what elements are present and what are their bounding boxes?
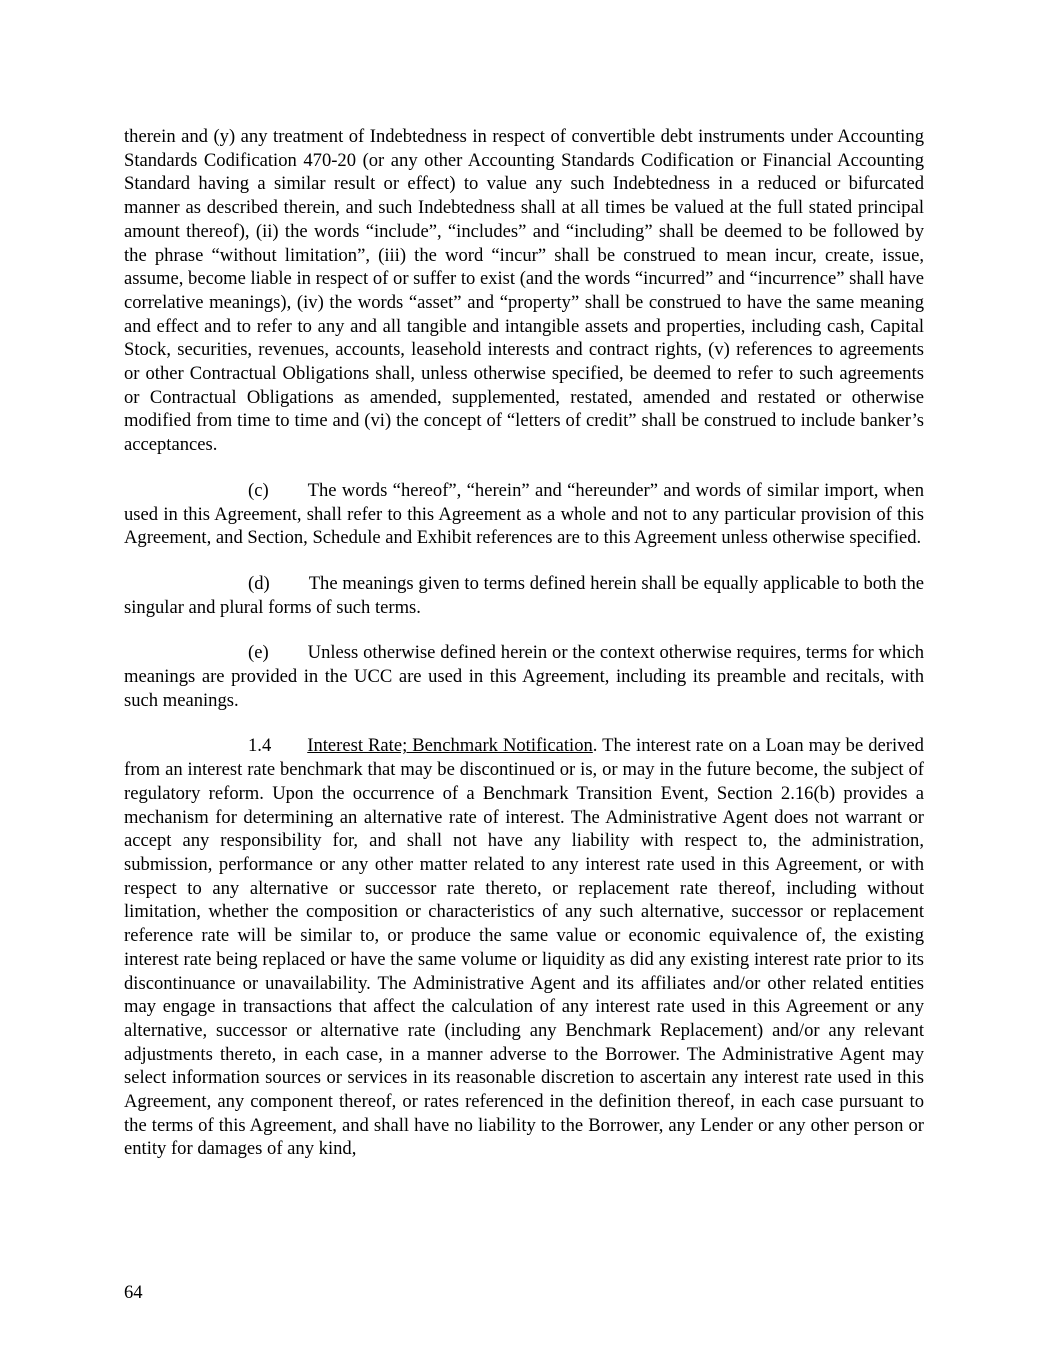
paragraph-c	[124, 479, 924, 550]
section-title: Interest Rate; Benchmark Notification	[307, 735, 593, 757]
paragraph-continuation: therein and (y) any treatment of Indebtedness in respect of convertible debt instruments under Accounting Standards Codification 470-20 (or any other Accounting Standards Codification or Financial Accounting Standard having a similar result or effect) to value any such Indebtedness in a reduced or bifurcated manner as described therein, and such Indebtedness shall at all times be valued at the full stated principal amount thereof), (ii) the words “include”, “includes” and “including” shall be deemed to be followed by the phrase “without limitation”, (iii) the word “incur” shall be construed to mean incur, create, issue, assume, become liable in respect of or suffer to exist (and the words “incurred” and “incurrence” shall have correlative meanings), (iv) the words “asset” and “property” shall be construed to have the same meaning and effect and to refer to any and all tangible and intangible assets and properties, including cash, Capital Stock, securities, revenues, accounts, leasehold interests and contract rights, (v) references to agreements or other Contractual Obligations shall, unless otherwise specified, be deemed to refer to such agreements or Contractual Obligations as amended, supplemented, restated, amended and restated or otherwise modified from time to time and (vi) the concept of “letters of credit” shall be construed to include banker’s acceptances.	[124, 126, 924, 456]
paragraph-e	[124, 641, 924, 712]
paragraph-d	[124, 572, 924, 619]
section-title-period: .	[592, 735, 598, 757]
paragraph-d-label: (d)	[248, 572, 270, 594]
section-number: 1.4	[248, 735, 272, 757]
paragraph-d-text: The meanings given to terms defined herein shall be equally applicable to both the singular and plural forms of such terms.	[124, 572, 924, 618]
paragraph-c-text: The words “hereof”, “herein” and “hereunder” and words of similar import, when used in this Agreement, shall refer to this Agreement as a whole and not to any particular provision of this Agreement, and Section, Schedule and Exhibit references are to this Agreement unless otherwise specified.	[124, 479, 924, 549]
section-text: The interest rate on a Loan may be derived from an interest rate benchmark that may be discontinued or is, or may in the future become, the subject of regulatory reform. Upon the occurrence of a Benchmark Transition Event, Section 2.16(b) provides a mechanism for determining an alternative rate of interest. The Administrative Agent does not warrant or accept any responsibility for, and shall not have any liability with respect to, the administration, submission, performance or any other matter related to any interest rate used in this Agreement, or with respect to any alternative or successor rate thereto, or replacement rate thereof, including without limitation, whether the composition or characteristics of any such alternative, successor or replacement reference rate will be similar to, or produce the same value or economic equivalence of, the existing interest rate being replaced or have the same volume or liquidity as did any existing interest rate prior to its discontinuance or unavailability. The Administrative Agent and its affiliates and/or other related entities may engage in transactions that affect the calculation of any interest rate used in this Agreement or any alternative, successor or alternative rate (including any Benchmark Replacement) and/or any relevant adjustments thereto, in each case, in a manner adverse to the Borrower. The Administrative Agent may select information sources or services in its reasonable discretion to ascertain any interest rate used in this Agreement, any component thereof, or rates referenced in the definition thereof, in each case pursuant to the terms of this Agreement, and shall have no liability to the Borrower, any Lender or any other person or entity for damages of any kind,	[124, 735, 924, 1160]
page-number: 64	[124, 1282, 143, 1303]
section-1-4	[124, 734, 924, 1161]
paragraph-c-label: (c)	[248, 479, 269, 501]
document-page	[124, 125, 924, 1183]
paragraph-e-text: Unless otherwise defined herein or the context otherwise requires, terms for which meanings are provided in the UCC are used in this Agreement, including its preamble and recitals, with such meanings.	[124, 642, 924, 711]
paragraph-e-label: (e)	[248, 642, 269, 664]
